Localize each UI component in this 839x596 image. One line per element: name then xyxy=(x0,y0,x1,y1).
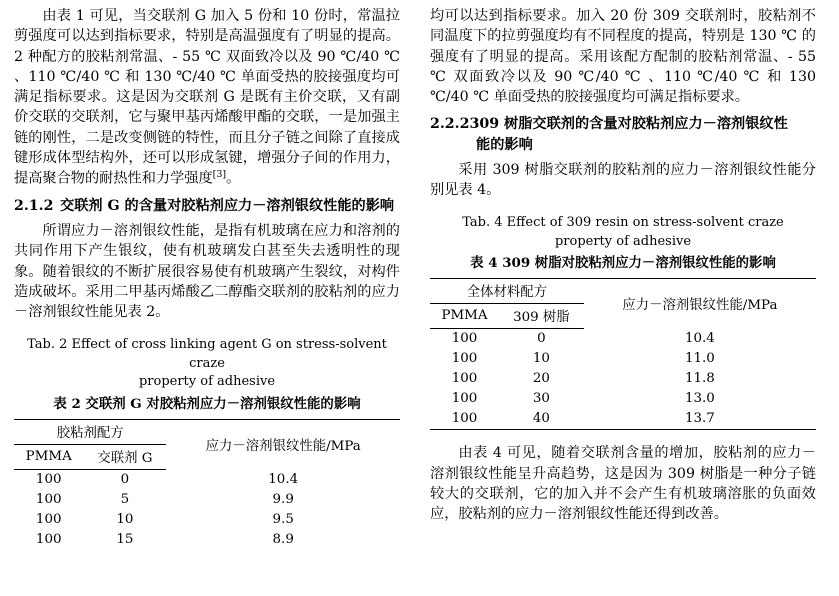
section-heading-2-1-2 xyxy=(14,196,400,217)
reference-marker: [3] xyxy=(212,169,227,181)
table-2-col-header-stress: 应力－溶剂银纹性能/MPa xyxy=(166,419,400,469)
table-2-caption xyxy=(14,336,400,413)
cell: 10.4 xyxy=(684,330,715,346)
left-paragraph-1-text: 由表 1 可见，当交联剂 G 加入 5 份和 10 份时，常温拉剪强度可以达到指标要求，特别是高温强度有了明显的提高。2 种配方的胶粘剂常温、- 55 ℃ 双面致冷以及 90 ℃/40 ℃ 、110 ℃/40 ℃ 和 130 ℃/40 ℃ 单面受热的胶接强度均可满足指标要求。这是因为交联剂 G 是既有主价交联，又有副价交联的交联剂，它与聚甲基丙烯酸甲酯的交联，一是加强主链的刚性，二是改变侧链的特性，而且分子链之间除了直接成键形成体型结构外，还可以形成氢键，增强分子间的作用力，提高聚合物的耐热性和力学强度 xyxy=(14,8,400,188)
section-title-2-2-2-line2: 能的影响 xyxy=(476,137,533,154)
spacer xyxy=(430,430,816,443)
table-4-col-header-pmma: PMMA xyxy=(430,304,499,329)
table-2 xyxy=(14,419,400,550)
table-row xyxy=(430,389,816,409)
cell: 15 xyxy=(116,531,134,547)
section-title-2-2-2-line1: 309 树脂交联剂的含量对胶粘剂应力－溶剂银纹性 xyxy=(469,116,788,133)
section-heading-2-2-2 xyxy=(430,114,816,155)
cell: 40 xyxy=(499,409,584,430)
cell: 8.9 xyxy=(272,531,294,547)
left-paragraph-2: 所谓应力－溶剂银纹性能，是指有机玻璃在应力和溶剂的共同作用下产生银纹，使有机玻璃发白甚至失去透明性的现象。随着银纹的不断扩展很容易使有机玻璃产生裂纹，对构件造成破坏。采用二甲基丙烯酸乙二醇酯交联剂的胶粘剂的应力－溶剂银纹性能见表 2。 xyxy=(14,223,400,321)
cell: 11.0 xyxy=(684,351,715,367)
right-paragraph-1: 均可以达到指标要求。加入 20 份 309 交联剂时，胶粘剂不同温度下的拉剪强度均有不同程度的提高，特别是 130 ℃ 的强度有了明显的提高。采用该配方配制的胶粘剂常温、- 55 ℃ 双面致冷以及 90 ℃/40 ℃ 、110 ℃/40 ℃ 和 130 ℃/40 ℃ 单面受热的胶接强度均可满足指标要求。 xyxy=(430,8,816,106)
cell: 9.5 xyxy=(272,511,294,527)
section-title-2-1-2: 交联剂 G 的含量对胶粘剂应力－溶剂银纹性能的影响 xyxy=(60,198,395,215)
right-paragraph-2: 采用 309 树脂交联剂的胶粘剂的应力－溶剂银纹性能分别见表 4。 xyxy=(430,161,816,198)
table-2-col-header-agent: 交联剂 G xyxy=(83,444,166,469)
cell: 13.0 xyxy=(684,391,715,407)
table-4-caption xyxy=(430,214,816,273)
section-number-2-1-2: 2.1.2 xyxy=(14,198,54,215)
table-2-group-header-row xyxy=(14,419,400,444)
cell: 13.7 xyxy=(584,409,816,430)
table-row xyxy=(430,369,816,389)
table-row xyxy=(14,469,400,490)
cell: 100 xyxy=(35,531,62,547)
cell: 9.9 xyxy=(272,491,294,507)
table-row xyxy=(14,510,400,530)
cell: 100 xyxy=(35,491,62,507)
cell: 20 xyxy=(532,371,550,387)
cell: 100 xyxy=(451,371,478,387)
cell: 10 xyxy=(532,351,550,367)
table-4-caption-zh: 表 4 309 树脂对胶粘剂应力－溶剂银纹性能的影响 xyxy=(470,255,776,272)
table-4 xyxy=(430,278,816,430)
left-paragraph-1-tail: 。 xyxy=(226,171,241,188)
cell: 100 xyxy=(430,409,499,430)
cell: 100 xyxy=(35,471,62,487)
left-paragraph-1 xyxy=(14,6,400,189)
cell: 100 xyxy=(451,391,478,407)
table-4-col-header-resin: 309 树脂 xyxy=(499,304,584,329)
table-row xyxy=(430,329,816,350)
cell: 30 xyxy=(532,391,550,407)
cell: 10 xyxy=(116,511,134,527)
table-2-group-header: 胶粘剂配方 xyxy=(14,419,166,444)
cell: 0 xyxy=(537,331,546,347)
cell: 11.8 xyxy=(684,371,715,387)
cell: 0 xyxy=(120,471,130,487)
table-4-group-header-row xyxy=(430,279,816,304)
cell: 5 xyxy=(120,491,130,507)
cell: 10.4 xyxy=(268,471,299,487)
section-number-2-2-2: 2.2.2 xyxy=(430,116,470,133)
table-2-col-header-pmma: PMMA xyxy=(14,444,83,469)
two-column-layout xyxy=(14,6,825,550)
table-4-col-header-stress: 应力－溶剂银纹性能/MPa xyxy=(584,279,816,329)
table-row xyxy=(430,409,816,430)
table-row xyxy=(14,490,400,510)
table-4-caption-en-line1: Tab. 4 Effect of 309 resin on stress-solvent craze xyxy=(462,215,784,231)
table-row xyxy=(14,530,400,550)
table-row xyxy=(430,349,816,369)
left-column xyxy=(14,6,400,550)
right-column xyxy=(430,6,816,550)
table-2-caption-zh: 表 2 交联剂 G 对胶粘剂应力－溶剂银纹性能的影响 xyxy=(53,395,361,412)
table-4-group-header: 全体材料配方 xyxy=(430,279,584,304)
table-4-caption-en-line2: property of adhesive xyxy=(554,233,692,249)
right-paragraph-3: 由表 4 可见，随着交联剂含量的增加，胶粘剂的应力－溶剂银纹性能呈升高趋势，这是因为 309 树脂是一种分子链较大的交联剂，它的加入并不会产生有机玻璃溶胀的负面效应，胶粘剂的应力－溶剂银纹性能还得到改善。 xyxy=(430,445,816,523)
table-2-caption-en-line1: Tab. 2 Effect of cross linking agent G on stress-solvent craze xyxy=(27,337,387,371)
table-2-caption-en-line2: property of adhesive xyxy=(138,374,276,390)
cell: 100 xyxy=(35,511,62,527)
cell: 100 xyxy=(451,331,478,347)
cell: 100 xyxy=(451,351,478,367)
